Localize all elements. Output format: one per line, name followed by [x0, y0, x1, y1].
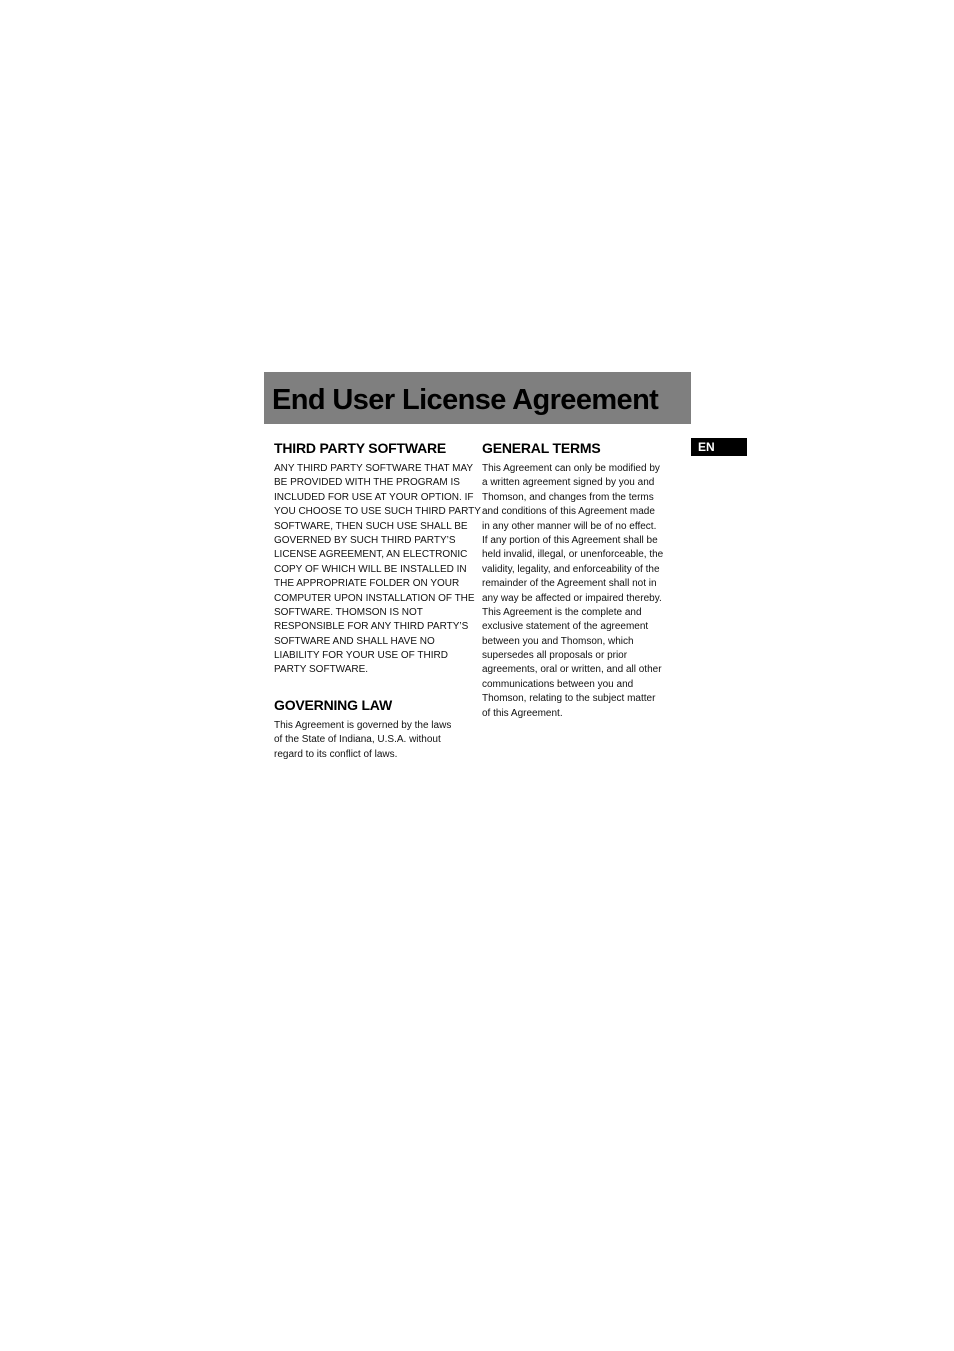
section-spacer — [274, 678, 472, 695]
text-line: This Agreement is the complete and — [482, 606, 642, 618]
text-line: COMPUTER UPON INSTALLATION OF THE — [274, 592, 475, 604]
text-line: any way be affected or impaired thereby. — [482, 592, 662, 604]
text-line: supersedes all proposals or prior — [482, 650, 628, 662]
text-line: of the State of Indiana, U.S.A. without — [274, 734, 441, 746]
left-column — [274, 438, 481, 762]
text-line: LICENSE AGREEMENT, AN ELECTRONIC — [274, 549, 468, 561]
text-line: ANY THIRD PARTY SOFTWARE THAT MAY — [274, 463, 474, 474]
right-column — [482, 438, 682, 721]
text-line: THE APPROPRIATE FOLDER ON YOUR — [274, 578, 460, 590]
text-line: LIABILITY FOR YOUR USE OF THIRD — [274, 650, 448, 662]
general-terms-text — [482, 462, 682, 721]
general-terms-heading: GENERAL TERMS — [482, 440, 601, 456]
text-line: COPY OF WHICH WILL BE INSTALLED IN — [274, 563, 467, 575]
text-line: PARTY SOFTWARE. — [274, 664, 369, 676]
text-line: in any other manner will be of no effect. — [482, 520, 657, 532]
third-party-software-text — [274, 462, 481, 678]
text-line: If any portion of this Agreement shall be — [482, 534, 658, 546]
governing-law-heading: GOVERNING LAW — [274, 696, 392, 713]
text-line: exclusive statement of the agreement — [482, 621, 649, 633]
text-line: a written agreement signed by you and — [482, 477, 655, 489]
text-line: SOFTWARE AND SHALL HAVE NO — [274, 635, 435, 647]
text-line: held invalid, illegal, or unenforceable, the — [482, 549, 664, 561]
text-line: GOVERNED BY SUCH THIRD PARTY’S — [274, 534, 456, 546]
governing-law-text — [274, 719, 472, 762]
text-line: SOFTWARE, THEN SUCH USE SHALL BE — [274, 520, 468, 532]
text-line: SOFTWARE. THOMSON IS NOT — [274, 606, 423, 618]
text-line: BE PROVIDED WITH THE PROGRAM IS — [274, 477, 460, 489]
text-line: This Agreement is governed by the laws — [274, 719, 452, 731]
third-party-software-heading: THIRD PARTY SOFTWARE — [274, 440, 447, 456]
text-line: INCLUDED FOR USE AT YOUR OPTION. IF — [274, 491, 474, 503]
text-line: validity, legality, and enforceability of the — [482, 563, 660, 575]
text-line: of this Agreement. — [482, 707, 563, 719]
text-line: and conditions of this Agreement made — [482, 506, 655, 518]
text-line: communications between you and — [482, 678, 634, 690]
text-line: remainder of the Agreement shall not in — [482, 578, 657, 590]
text-line: Thomson, relating to the subject matter — [482, 693, 656, 705]
text-line: between you and Thomson, which — [482, 635, 634, 647]
title-band — [264, 372, 691, 424]
text-line: Thomson, and changes from the terms — [482, 491, 654, 503]
text-line: This Agreement can only be modified by — [482, 463, 660, 474]
text-line: regard to its conflict of laws. — [274, 748, 398, 760]
page-title: End User License Agreement — [272, 384, 659, 416]
text-line: RESPONSIBLE FOR ANY THIRD PARTY’S — [274, 621, 469, 633]
text-line: YOU CHOOSE TO USE SUCH THIRD PARTY — [274, 506, 481, 518]
text-line: agreements, oral or written, and all other — [482, 664, 662, 676]
language-badge: EN — [691, 438, 747, 456]
